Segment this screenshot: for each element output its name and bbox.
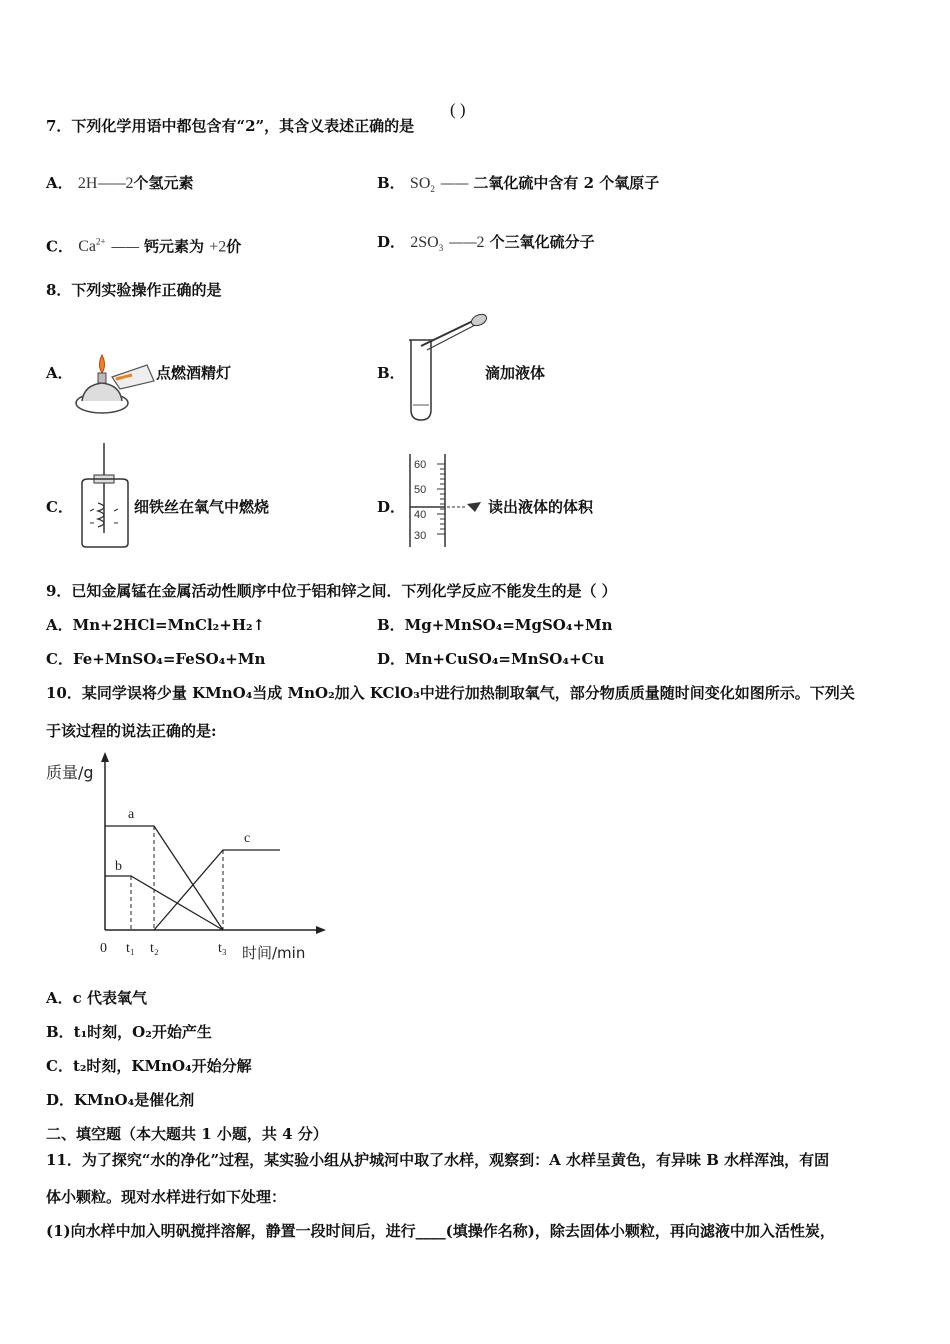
q8-option-c-letter[interactable]: C． — [46, 498, 73, 516]
q7-option-c[interactable]: C． $Ca^{2+}$ —— 钙元素为 +2价 — [46, 237, 242, 256]
q7-option-d[interactable]: D． $2SO_3$ ——2 个三氧化硫分子 — [377, 233, 595, 254]
q10-option-c[interactable]: C．t₂时刻，KMnO₄开始分解 — [46, 1057, 252, 1075]
q9-option-d[interactable]: D．Mn+CuSO₄=MnSO₄+Cu — [377, 650, 605, 668]
y-axis-arrow — [101, 752, 109, 762]
formula-tail: 2 — [476, 234, 485, 251]
formula: $SO_2$ — [409, 175, 435, 195]
option-text: 个氢元素 — [133, 174, 194, 192]
option-text: 个三氧化硫分子 — [489, 233, 595, 251]
eye-icon — [467, 502, 481, 512]
scale-label-40: 40 — [414, 509, 427, 521]
mass-time-chart — [40, 750, 330, 970]
y-axis-label: 质量/g — [46, 763, 94, 782]
q8-option-a-text: 点燃酒精灯 — [156, 364, 232, 382]
q10-option-d[interactable]: D．KMnO₄是催化剂 — [46, 1091, 195, 1109]
x-axis-label: 时间/min — [242, 944, 306, 962]
graduated-cylinder-icon — [405, 452, 490, 550]
q8-option-c-text: 细铁丝在氧气中燃烧 — [134, 498, 270, 516]
x-axis-arrow — [316, 926, 326, 934]
formula: 2H — [77, 175, 98, 192]
series-c-line — [154, 850, 280, 930]
q11-stem-line2: 体小颗粒。现对水样进行如下处理： — [46, 1188, 287, 1206]
x-tick-t2: t₂ — [150, 941, 159, 956]
section2-heading: 二、填空题（本大题共 1 小题，共 4 分） — [46, 1125, 328, 1143]
series-a-line — [105, 826, 223, 930]
x-tick-t3: t₃ — [218, 941, 227, 956]
series-b-label: b — [115, 859, 122, 874]
q7-stem: 7．下列化学用语中都包含有“2”，其含义表述正确的是 — [46, 117, 415, 135]
series-c-label: c — [244, 831, 251, 846]
q9-option-c[interactable]: C．Fe+MnSO₄=FeSO₄+Mn — [46, 650, 266, 668]
formula-tail: 2 — [125, 175, 134, 192]
option-letter: D． — [377, 233, 406, 251]
q7-option-a[interactable]: A． 2H——2个氢元素 — [46, 174, 194, 192]
q9-option-a[interactable]: A．Mn+2HCl=MnCl₂+H₂↑ — [46, 616, 266, 634]
q8-option-b-letter[interactable]: B． — [377, 364, 405, 382]
option-text: 钙元素为 — [144, 237, 205, 256]
q7-option-b[interactable]: B． $SO_2$ —— 二氧化硫中含有 2 个氧原子 — [377, 174, 660, 195]
option-letter: A． — [46, 174, 73, 192]
q8-option-a-letter[interactable]: A． — [46, 364, 73, 382]
formula: $2SO_3$ — [410, 234, 444, 254]
q11-stem-line1: 11．为了探究“水的净化”过程，某实验小组从护城河中取了水样，观察到：A 水样呈黄色，有异味 B 水样浑浊，有固 — [46, 1151, 830, 1169]
charge: +2 — [209, 238, 227, 256]
q10-stem-line1: 10．某同学误将少量 KMnO₄当成 MnO₂加入 KClO₃中进行加热制取氧气，部分物质质量随时间变化如图所示。下列关 — [46, 684, 855, 702]
q9-stem: 9．已知金属锰在金属活动性顺序中位于铝和锌之间．下列化学反应不能发生的是（ ） — [46, 582, 617, 600]
option-text: 二氧化硫中含有 2 个氧原子 — [473, 174, 660, 192]
q8-option-d-letter[interactable]: D． — [377, 498, 406, 516]
q8-stem: 8．下列实验操作正确的是 — [46, 281, 222, 299]
q7-paren: ( ) — [450, 100, 466, 119]
scale-label-30: 30 — [414, 530, 427, 542]
q8-option-d-text: 读出液体的体积 — [488, 498, 594, 516]
q10-stem-line2: 于该过程的说法正确的是: — [46, 722, 217, 740]
alcohol-lamp-icon — [72, 345, 158, 420]
option-letter: C． — [46, 237, 73, 256]
formula: $Ca^{2+}$ — [78, 237, 106, 256]
x-tick-0: 0 — [100, 941, 107, 956]
x-tick-t1: t₁ — [126, 941, 135, 956]
series-a-label: a — [128, 807, 135, 822]
q8-option-b-text: 滴加液体 — [485, 364, 546, 382]
q9-option-b[interactable]: B．Mg+MnSO₄=MgSO₄+Mn — [377, 616, 613, 634]
iron-wire-combustion-icon — [74, 443, 134, 551]
unit: 价 — [226, 237, 242, 256]
option-letter: B． — [377, 174, 405, 192]
test-tube-dropper-icon — [405, 310, 495, 425]
q10-option-b[interactable]: B．t₁时刻，O₂开始产生 — [46, 1023, 212, 1041]
scale-label-60: 60 — [414, 459, 427, 471]
q10-option-a[interactable]: A．c 代表氧气 — [46, 989, 147, 1007]
scale-label-50: 50 — [414, 484, 427, 496]
q11-part1: (1)向水样中加入明矾搅拌溶解，静置一段时间后，进行____(填操作名称)，除去固体小颗粒，再向滤液中加入活性炭， — [46, 1222, 835, 1240]
